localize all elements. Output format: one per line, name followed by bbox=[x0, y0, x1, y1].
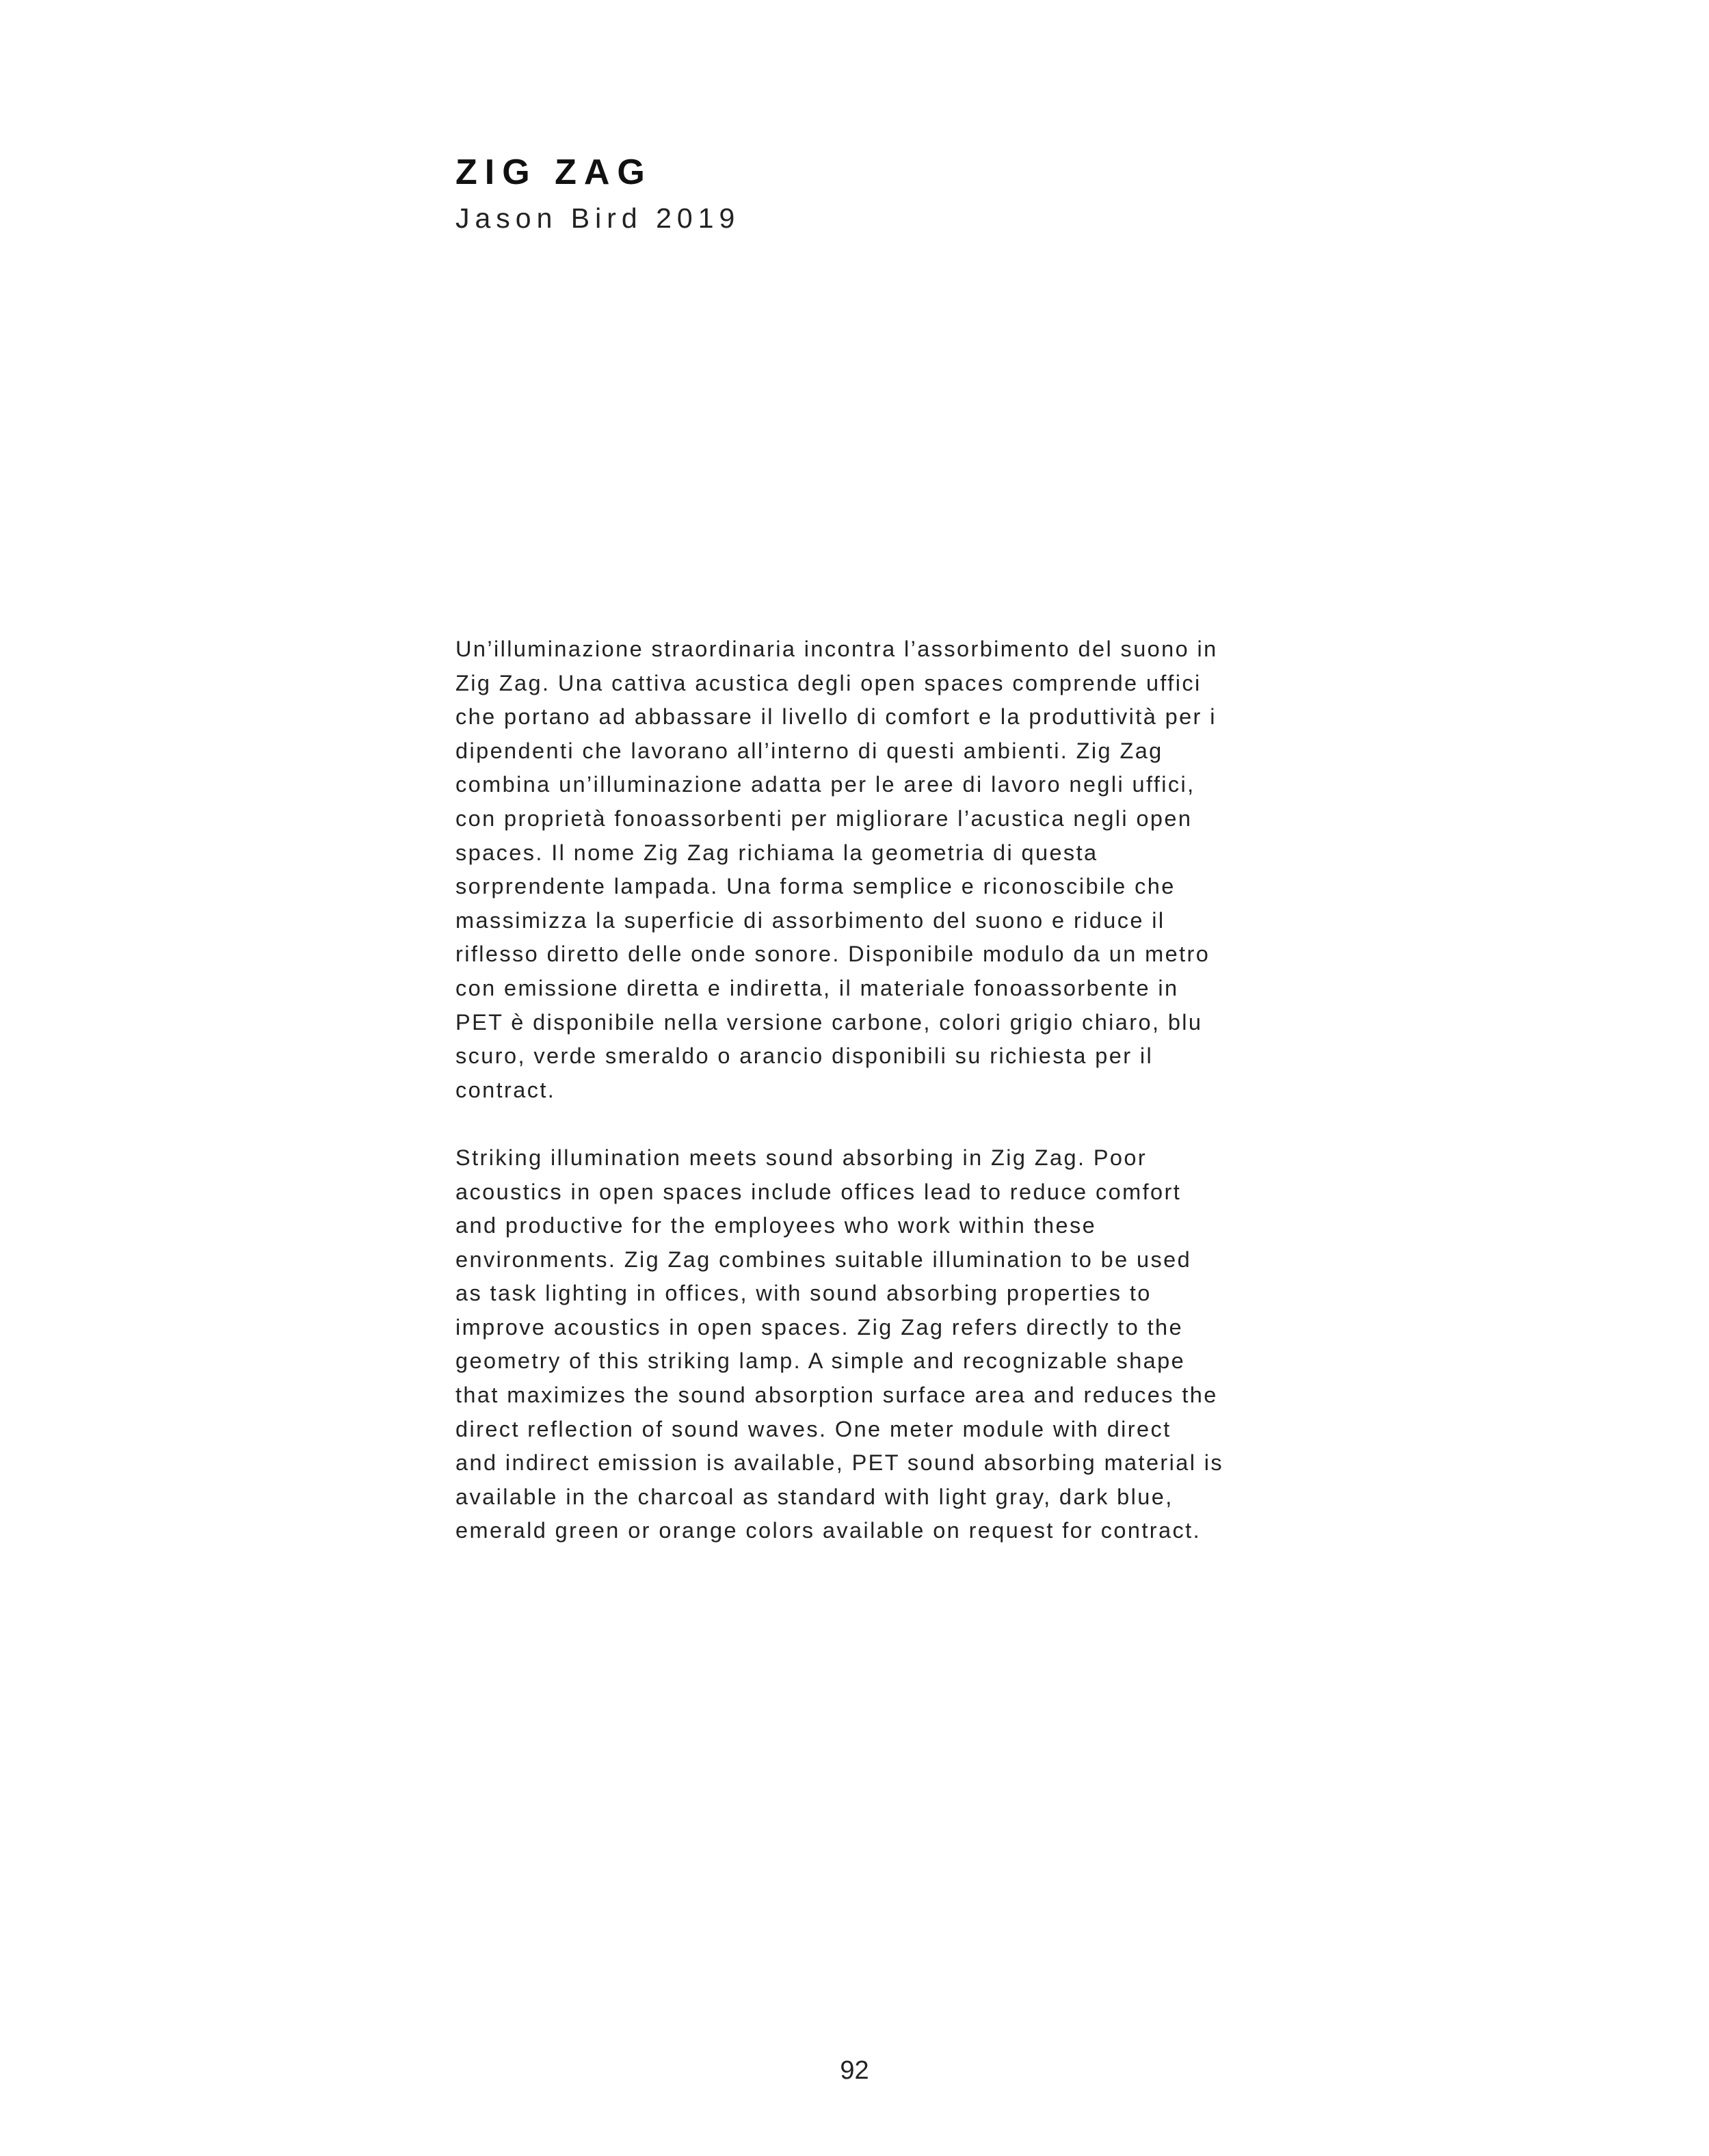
text-line: combina un’illuminazione adatta per le aree di lavoro negli uffici, bbox=[455, 772, 1195, 797]
text-line: contract. bbox=[455, 1077, 556, 1102]
text-line: che portano ad abbassare il livello di comfort e la produttività per i bbox=[455, 704, 1217, 730]
paragraph-spacer bbox=[455, 1107, 1276, 1141]
italian-paragraph bbox=[455, 633, 1276, 1107]
designer-and-year: Jason Bird 2019 bbox=[455, 202, 741, 234]
text-line: Un’illuminazione straordinaria incontra l’assorbimento del suono in bbox=[455, 637, 1218, 661]
text-line: massimizza la superficie di assorbimento del suono e riduce il bbox=[455, 907, 1165, 933]
text-line: that maximizes the sound absorption surface area and reduces the bbox=[455, 1383, 1218, 1408]
text-line: Striking illumination meets sound absorbing in Zig Zag. Poor bbox=[455, 1145, 1148, 1170]
text-line: emerald green or orange colors available on request for contract. bbox=[455, 1518, 1201, 1543]
text-line: as task lighting in offices, with sound absorbing properties to bbox=[455, 1281, 1152, 1306]
text-line: improve acoustics in open spaces. Zig Zag refers directly to the bbox=[455, 1314, 1184, 1340]
text-line: con proprietà fonoassorbenti per migliorare l’acustica negli open bbox=[455, 806, 1193, 831]
text-line: spaces. Il nome Zig Zag richiama la geometria di questa bbox=[455, 840, 1098, 865]
text-line: environments. Zig Zag combines suitable illumination to be used bbox=[455, 1247, 1192, 1272]
text-line: dipendenti che lavorano all’interno di questi ambienti. Zig Zag bbox=[455, 738, 1163, 763]
english-paragraph bbox=[455, 1141, 1276, 1548]
text-line: and indirect emission is available, PET sound absorbing material is bbox=[455, 1450, 1224, 1476]
text-line: con emissione diretta e indiretta, il materiale fonoassorbente in bbox=[455, 975, 1179, 1000]
text-line: riflesso diretto delle onde sonore. Disponibile modulo da un metro bbox=[455, 942, 1210, 967]
text-line: PET è disponibile nella versione carbone, colori grigio chiaro, blu bbox=[455, 1009, 1203, 1035]
text-line: scuro, verde smeraldo o arancio disponibili su richiesta per il bbox=[455, 1043, 1154, 1069]
text-line: Zig Zag. Una cattiva acustica degli open spaces comprende uffici bbox=[455, 670, 1202, 695]
text-line: and productive for the employees who work within these bbox=[455, 1213, 1097, 1238]
product-title: ZIG ZAG bbox=[455, 152, 652, 192]
text-line: geometry of this striking lamp. A simple and recognizable shape bbox=[455, 1348, 1186, 1374]
description-text bbox=[455, 633, 1276, 1548]
page-number: 92 bbox=[840, 2056, 869, 2085]
text-line: sorprendente lampada. Una forma semplice e riconoscibile che bbox=[455, 874, 1176, 899]
text-line: acoustics in open spaces include offices lead to reduce comfort bbox=[455, 1179, 1182, 1204]
text-line: direct reflection of sound waves. One meter module with direct bbox=[455, 1416, 1171, 1441]
text-line: available in the charcoal as standard with light gray, dark blue, bbox=[455, 1484, 1174, 1509]
